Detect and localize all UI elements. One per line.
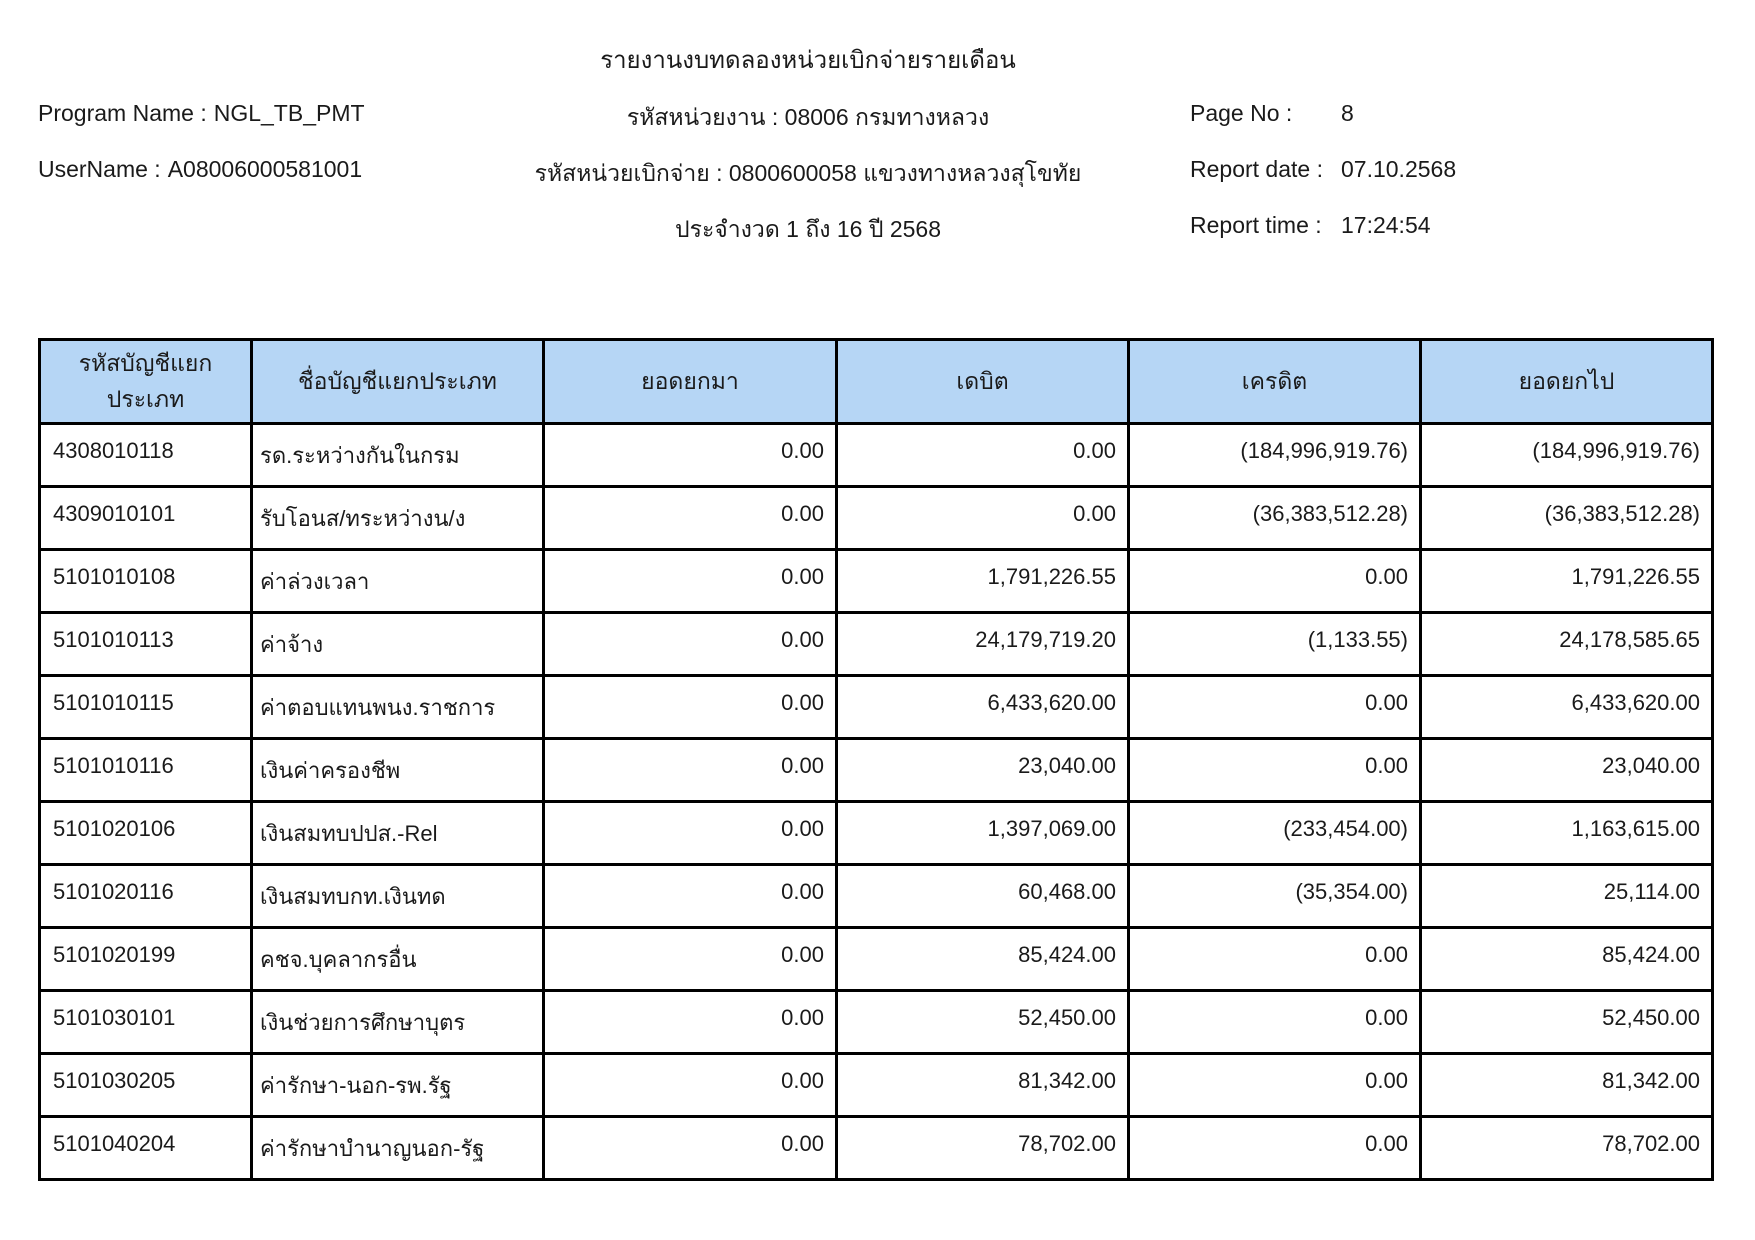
- table-row: [40, 991, 1713, 1054]
- account-code-cell: 5101030101: [40, 991, 252, 1054]
- report-time-value: 17:24:54: [1341, 212, 1431, 238]
- debit-cell: 1,791,226.55: [837, 550, 1129, 613]
- program-name-line: [38, 100, 365, 127]
- debit-cell: 1,397,069.00: [837, 802, 1129, 865]
- page-no-line: [1190, 100, 1354, 127]
- table-row: [40, 550, 1713, 613]
- balance-in-cell: 0.00: [544, 550, 837, 613]
- account-name-cell: ค่าจ้าง: [252, 613, 544, 676]
- report-date-line: [1190, 156, 1456, 183]
- balance-in-cell: 0.00: [544, 1117, 837, 1180]
- trial-balance-table: [38, 338, 1714, 1181]
- col-header-balance-in: ยอดยกมา: [544, 340, 837, 424]
- table-row: [40, 739, 1713, 802]
- account-code-cell: 4309010101: [40, 487, 252, 550]
- account-name-cell: รด.ระหว่างกันในกรม: [252, 424, 544, 487]
- account-code-cell: 5101020106: [40, 802, 252, 865]
- balance-out-cell: 85,424.00: [1421, 928, 1713, 991]
- page-no-value: 8: [1341, 100, 1354, 126]
- col-header-balance-out: ยอดยกไป: [1421, 340, 1713, 424]
- account-name-cell: คชจ.บุคลากรอื่น: [252, 928, 544, 991]
- col-header-account-name: ชื่อบัญชีแยกประเภท: [252, 340, 544, 424]
- report-time-label: Report time :: [1190, 212, 1322, 238]
- agency-code-line: รหัสหน่วยงาน : 08006 กรมทางหลวง: [626, 104, 990, 130]
- balance-in-cell: 0.00: [544, 487, 837, 550]
- credit-cell: 0.00: [1129, 991, 1421, 1054]
- account-name-cell: ค่าล่วงเวลา: [252, 550, 544, 613]
- table-row: [40, 865, 1713, 928]
- credit-cell: (35,354.00): [1129, 865, 1421, 928]
- balance-in-cell: 0.00: [544, 1054, 837, 1117]
- disbursement-unit-line: รหัสหน่วยเบิกจ่าย : 0800600058 แขวงทางหลวงสุโขทัย: [534, 160, 1082, 186]
- balance-in-cell: 0.00: [544, 676, 837, 739]
- balance-in-cell: 0.00: [544, 802, 837, 865]
- table-row: [40, 928, 1713, 991]
- balance-out-cell: 78,702.00: [1421, 1117, 1713, 1180]
- account-code-cell: 5101010115: [40, 676, 252, 739]
- credit-cell: (233,454.00): [1129, 802, 1421, 865]
- account-code-cell: 5101030205: [40, 1054, 252, 1117]
- credit-cell: (184,996,919.76): [1129, 424, 1421, 487]
- table-row: [40, 424, 1713, 487]
- debit-cell: 85,424.00: [837, 928, 1129, 991]
- report-title: รายงานงบทดลองหน่วยเบิกจ่ายรายเดือน: [600, 47, 1016, 74]
- credit-cell: 0.00: [1129, 676, 1421, 739]
- credit-cell: (1,133.55): [1129, 613, 1421, 676]
- credit-cell: 0.00: [1129, 550, 1421, 613]
- account-code-cell: 4308010118: [40, 424, 252, 487]
- balance-in-cell: 0.00: [544, 424, 837, 487]
- program-name-value: NGL_TB_PMT: [213, 100, 365, 126]
- debit-cell: 0.00: [837, 424, 1129, 487]
- debit-cell: 0.00: [837, 487, 1129, 550]
- balance-out-cell: 1,163,615.00: [1421, 802, 1713, 865]
- debit-cell: 78,702.00: [837, 1117, 1129, 1180]
- account-name-cell: ค่ารักษา-นอก-รพ.รัฐ: [252, 1054, 544, 1117]
- account-code-cell: 5101010108: [40, 550, 252, 613]
- balance-out-cell: 6,433,620.00: [1421, 676, 1713, 739]
- balance-out-cell: (184,996,919.76): [1421, 424, 1713, 487]
- table-row: [40, 1117, 1713, 1180]
- balance-in-cell: 0.00: [544, 928, 837, 991]
- debit-cell: 24,179,719.20: [837, 613, 1129, 676]
- balance-in-cell: 0.00: [544, 865, 837, 928]
- username-value: A08006000581001: [167, 156, 363, 182]
- period-line: ประจำงวด 1 ถึง 16 ปี 2568: [674, 216, 942, 242]
- table-row: [40, 676, 1713, 739]
- report-time-line: [1190, 212, 1431, 239]
- account-name-cell: ค่ารักษาบำนาญนอก-รัฐ: [252, 1117, 544, 1180]
- debit-cell: 60,468.00: [837, 865, 1129, 928]
- balance-out-cell: 52,450.00: [1421, 991, 1713, 1054]
- account-code-cell: 5101040204: [40, 1117, 252, 1180]
- table-header-row: [40, 340, 1713, 424]
- account-name-cell: เงินช่วยการศึกษาบุตร: [252, 991, 544, 1054]
- col-header-credit: เครดิต: [1129, 340, 1421, 424]
- username-label: UserName :: [38, 156, 161, 182]
- table-row: [40, 802, 1713, 865]
- balance-out-cell: 23,040.00: [1421, 739, 1713, 802]
- account-name-cell: เงินสมทบกท.เงินทด: [252, 865, 544, 928]
- debit-cell: 52,450.00: [837, 991, 1129, 1054]
- col-header-account-code: รหัสบัญชีแยกประเภท: [40, 340, 252, 424]
- account-code-cell: 5101010113: [40, 613, 252, 676]
- program-name-label: Program Name :: [38, 100, 207, 126]
- report-date-label: Report date :: [1190, 156, 1323, 182]
- credit-cell: 0.00: [1129, 739, 1421, 802]
- account-name-cell: ค่าตอบแทนพนง.ราชการ: [252, 676, 544, 739]
- username-line: [38, 156, 362, 183]
- debit-cell: 23,040.00: [837, 739, 1129, 802]
- debit-cell: 6,433,620.00: [837, 676, 1129, 739]
- balance-out-cell: 1,791,226.55: [1421, 550, 1713, 613]
- debit-cell: 81,342.00: [837, 1054, 1129, 1117]
- account-code-cell: 5101020116: [40, 865, 252, 928]
- report-date-value: 07.10.2568: [1341, 156, 1457, 182]
- balance-in-cell: 0.00: [544, 739, 837, 802]
- balance-out-cell: 25,114.00: [1421, 865, 1713, 928]
- account-code-cell: 5101020199: [40, 928, 252, 991]
- table-row: [40, 613, 1713, 676]
- credit-cell: 0.00: [1129, 1117, 1421, 1180]
- table-row: [40, 487, 1713, 550]
- balance-out-cell: 81,342.00: [1421, 1054, 1713, 1117]
- account-name-cell: เงินค่าครองชีพ: [252, 739, 544, 802]
- page-no-label: Page No :: [1190, 100, 1293, 126]
- balance-in-cell: 0.00: [544, 613, 837, 676]
- account-name-cell: เงินสมทบปปส.-Rel: [252, 802, 544, 865]
- credit-cell: 0.00: [1129, 928, 1421, 991]
- credit-cell: (36,383,512.28): [1129, 487, 1421, 550]
- account-code-cell: 5101010116: [40, 739, 252, 802]
- table-row: [40, 1054, 1713, 1117]
- balance-out-cell: (36,383,512.28): [1421, 487, 1713, 550]
- balance-out-cell: 24,178,585.65: [1421, 613, 1713, 676]
- col-header-debit: เดบิต: [837, 340, 1129, 424]
- credit-cell: 0.00: [1129, 1054, 1421, 1117]
- account-name-cell: รับโอนส/ทระหว่างน/ง: [252, 487, 544, 550]
- balance-in-cell: 0.00: [544, 991, 837, 1054]
